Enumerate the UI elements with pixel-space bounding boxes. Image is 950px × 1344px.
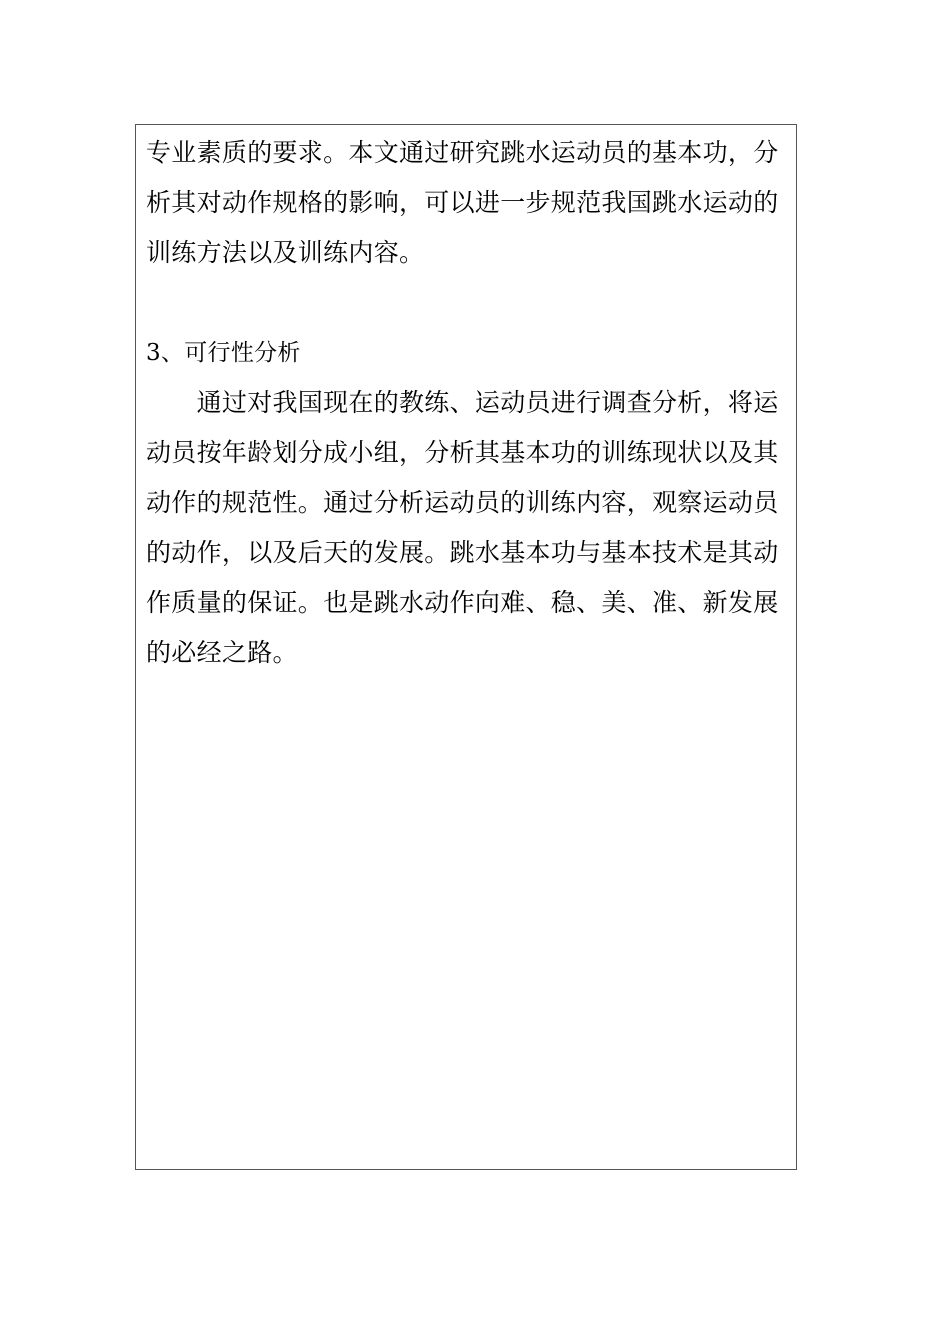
paragraph-line: 作质量的保证。也是跳水动作向难、稳、美、准、新发展 [146,588,779,617]
paragraph-line: 专业素质的要求。本文通过研究跳水运动员的基本功，分 [146,138,779,167]
paragraph-line: 通过对我国现在的教练、运动员进行调查分析，将运 [146,388,779,417]
paragraph-line: 析其对动作规格的影响，可以进一步规范我国跳水运动的 [146,188,779,217]
paragraph-line: 的必经之路。 [146,638,298,667]
paragraph-line: 动作的规范性。通过分析运动员的训练内容，观察运动员 [146,488,779,517]
section-heading: 3、可行性分析 [146,340,301,366]
paragraph-line: 的动作，以及后天的发展。跳水基本功与基本技术是其动 [146,538,779,567]
paragraph-line: 动员按年龄划分成小组，分析其基本功的训练现状以及其 [146,438,779,467]
paragraph-line: 训练方法以及训练内容。 [146,238,425,267]
